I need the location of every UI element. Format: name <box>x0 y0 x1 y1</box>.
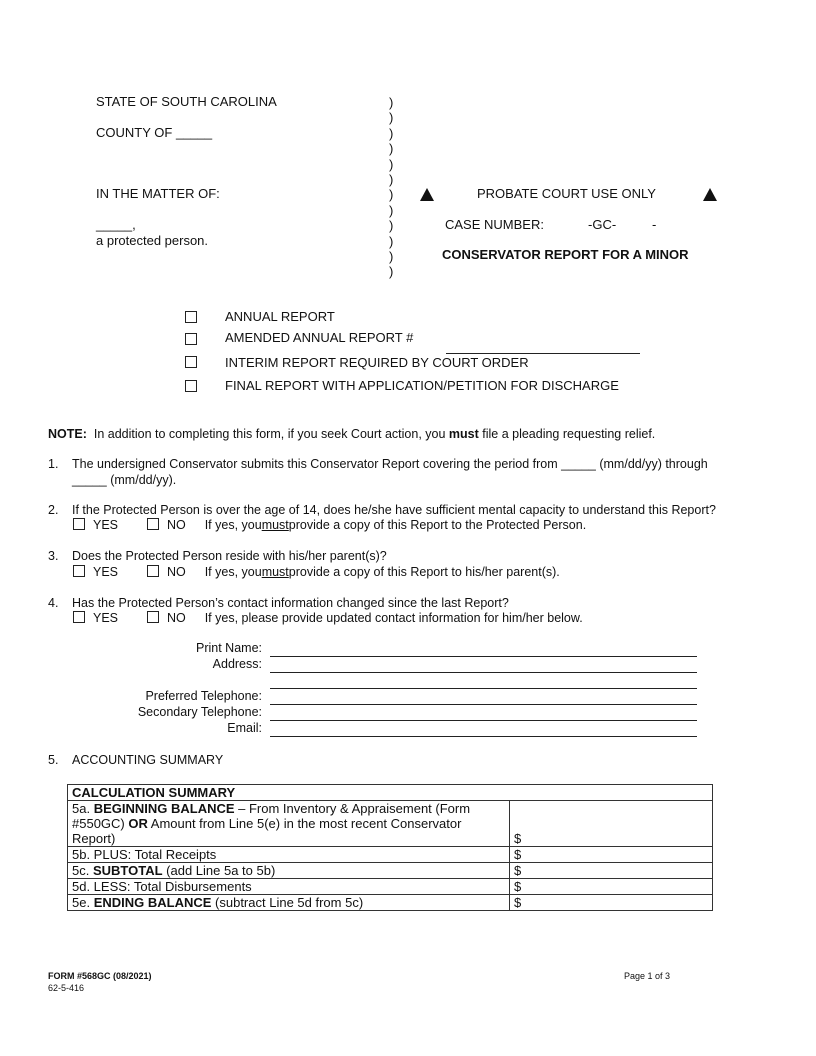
table-row <box>68 895 713 911</box>
row-5a-text-3: Amount from Line 5(e) in the most recent Conservator <box>147 816 462 831</box>
triangle-right-icon <box>703 188 717 201</box>
row-5a-label <box>68 801 510 847</box>
form-title: CONSERVATOR REPORT FOR A MINOR <box>442 247 689 262</box>
case-number-label: CASE NUMBER: <box>445 217 544 232</box>
q2-no-checkbox[interactable] <box>147 518 159 530</box>
row-5a-bold: BEGINNING BALANCE <box>93 801 235 816</box>
address-field-1[interactable] <box>270 672 697 673</box>
row-5c-amount[interactable]: $ <box>510 863 713 879</box>
q2-answers <box>73 518 586 532</box>
county-field[interactable]: _____ <box>175 125 213 140</box>
q2-no-label: NO <box>166 518 186 532</box>
annual-report-label: ANNUAL REPORT <box>225 309 335 324</box>
q3-number: 3. <box>48 549 59 563</box>
note-must: must <box>448 427 479 441</box>
address-field-2[interactable] <box>270 688 697 689</box>
interim-report-checkbox[interactable] <box>185 356 197 368</box>
row-5e-amount[interactable]: $ <box>510 895 713 911</box>
row-5c-label <box>68 863 510 879</box>
table-header-row <box>68 785 713 801</box>
q4-number: 4. <box>48 596 59 610</box>
print-name-field[interactable] <box>270 656 697 657</box>
row-5e-text: (subtract Line 5d from 5c) <box>211 895 364 910</box>
paren: ) <box>389 248 394 264</box>
row-5a-text-2: #550GC) <box>72 816 129 831</box>
q2-text: If the Protected Person is over the age of 14, does he/she have sufficient mental capacity to understand this Report? <box>72 503 716 517</box>
table-header: CALCULATION SUMMARY <box>68 785 713 801</box>
annual-report-checkbox[interactable] <box>185 311 197 323</box>
statute-code: 62-5-416 <box>48 983 85 993</box>
q4-yes-checkbox[interactable] <box>73 611 85 623</box>
note <box>48 427 655 441</box>
row-5b-label: 5b. PLUS: Total Receipts <box>68 847 510 863</box>
interim-report-label: INTERIM REPORT REQUIRED BY COURT ORDER <box>225 355 529 370</box>
preferred-telephone-label: Preferred Telephone: <box>145 689 262 703</box>
table-row <box>68 863 713 879</box>
secondary-telephone-field[interactable] <box>270 720 697 721</box>
q4-yes-label: YES <box>93 611 119 625</box>
amended-report-number-field[interactable] <box>446 353 640 354</box>
paren: ) <box>389 125 394 141</box>
q2-note-must: must <box>261 518 289 532</box>
paren: ) <box>389 95 394 110</box>
paren: ) <box>389 141 394 157</box>
q3-text: Does the Protected Person reside with his/her parent(s)? <box>72 549 387 563</box>
paren: ) <box>389 264 394 280</box>
triangle-left-icon <box>420 188 434 201</box>
q4-text: Has the Protected Person’s contact information changed since the last Report? <box>72 596 509 610</box>
q3-yes-label: YES <box>93 565 119 579</box>
secondary-telephone-label: Secondary Telephone: <box>137 705 262 719</box>
q3-no-label: NO <box>166 565 186 579</box>
q4-no-checkbox[interactable] <box>147 611 159 623</box>
email-label: Email: <box>227 721 262 735</box>
q3-answers <box>73 565 560 579</box>
q1-line-2: _____ (mm/dd/yy). <box>72 473 177 487</box>
note-text-1: In addition to completing this form, if you seek Court action, you <box>93 427 449 441</box>
q3-yes-checkbox[interactable] <box>73 565 85 577</box>
caption-parentheses <box>389 95 393 280</box>
final-report-checkbox[interactable] <box>185 380 197 392</box>
row-5d-amount[interactable]: $ <box>510 879 713 895</box>
row-5c-text: (add Line 5a to 5b) <box>162 863 276 878</box>
paren: ) <box>389 156 394 172</box>
row-5a-amount[interactable]: $ <box>510 801 713 847</box>
q2-note-2: provide a copy of this Report to the Protected Person. <box>288 518 587 532</box>
row-5c-bold: SUBTOTAL <box>92 863 163 878</box>
amended-report-label: AMENDED ANNUAL REPORT # <box>225 330 414 345</box>
form-number: FORM #568GC (08/2021) <box>48 971 152 981</box>
q2-yes-checkbox[interactable] <box>73 518 85 530</box>
note-label: NOTE: <box>48 427 87 441</box>
paren: ) <box>389 171 394 187</box>
table-row <box>68 801 713 847</box>
q3-note-2: provide a copy of this Report to his/her parent(s). <box>288 565 560 579</box>
row-5e-bold: ENDING BALANCE <box>93 895 212 910</box>
row-5b-amount[interactable]: $ <box>510 847 713 863</box>
matter-label: IN THE MATTER OF: <box>96 186 220 201</box>
q1-number: 1. <box>48 457 59 471</box>
case-number-dash[interactable]: - <box>652 217 657 232</box>
page-number: Page 1 of 3 <box>624 971 671 981</box>
final-report-label: FINAL REPORT WITH APPLICATION/PETITION FOR DISCHARGE <box>225 378 619 393</box>
protected-person-field[interactable]: _____, <box>96 217 136 232</box>
row-5e-prefix: 5e. <box>72 895 94 910</box>
row-5d-label: 5d. LESS: Total Disbursements <box>68 879 510 895</box>
preferred-telephone-field[interactable] <box>270 704 697 705</box>
state-label: STATE OF SOUTH CAROLINA <box>96 94 277 109</box>
paren: ) <box>389 202 394 218</box>
paren: ) <box>389 187 394 203</box>
email-field[interactable] <box>270 736 697 737</box>
q4-note: If yes, please provide updated contact information for him/her below. <box>204 611 583 625</box>
q5-text: ACCOUNTING SUMMARY <box>72 753 224 767</box>
paren: ) <box>389 233 394 249</box>
q2-note-1: If yes, you <box>204 518 262 532</box>
q2-number: 2. <box>48 503 59 517</box>
row-5e-label <box>68 895 510 911</box>
q5-number: 5. <box>48 753 59 767</box>
paren: ) <box>389 110 394 126</box>
print-name-label: Print Name: <box>196 641 262 655</box>
q3-note-must: must <box>261 565 289 579</box>
q4-answers <box>73 611 583 625</box>
amended-report-checkbox[interactable] <box>185 333 197 345</box>
table-row <box>68 879 713 895</box>
address-label: Address: <box>212 657 262 671</box>
q3-note-1: If yes, you <box>204 565 262 579</box>
county-label-text: COUNTY OF <box>96 125 173 140</box>
table-row <box>68 847 713 863</box>
row-5a-text-4: Report) <box>72 831 116 846</box>
row-5c-prefix: 5c. <box>72 863 93 878</box>
calculation-summary-table <box>67 784 713 911</box>
protected-person-label: a protected person. <box>96 233 209 248</box>
court-use-only: PROBATE COURT USE ONLY <box>477 186 656 201</box>
q4-no-label: NO <box>166 611 186 625</box>
note-text-2: file a pleading requesting relief. <box>478 427 656 441</box>
row-5a-or: OR <box>128 816 148 831</box>
row-5a-text-1: – From Inventory & Appraisement (Form <box>234 801 471 816</box>
county-label <box>96 125 212 140</box>
case-number-gc[interactable]: -GC- <box>588 217 617 232</box>
q2-yes-label: YES <box>93 518 119 532</box>
q3-no-checkbox[interactable] <box>147 565 159 577</box>
q1-line-1: The undersigned Conservator submits this Conservator Report covering the period from _____ (mm/dd/yy) through <box>72 457 708 471</box>
paren: ) <box>389 218 394 234</box>
row-5a-prefix: 5a. <box>72 801 94 816</box>
